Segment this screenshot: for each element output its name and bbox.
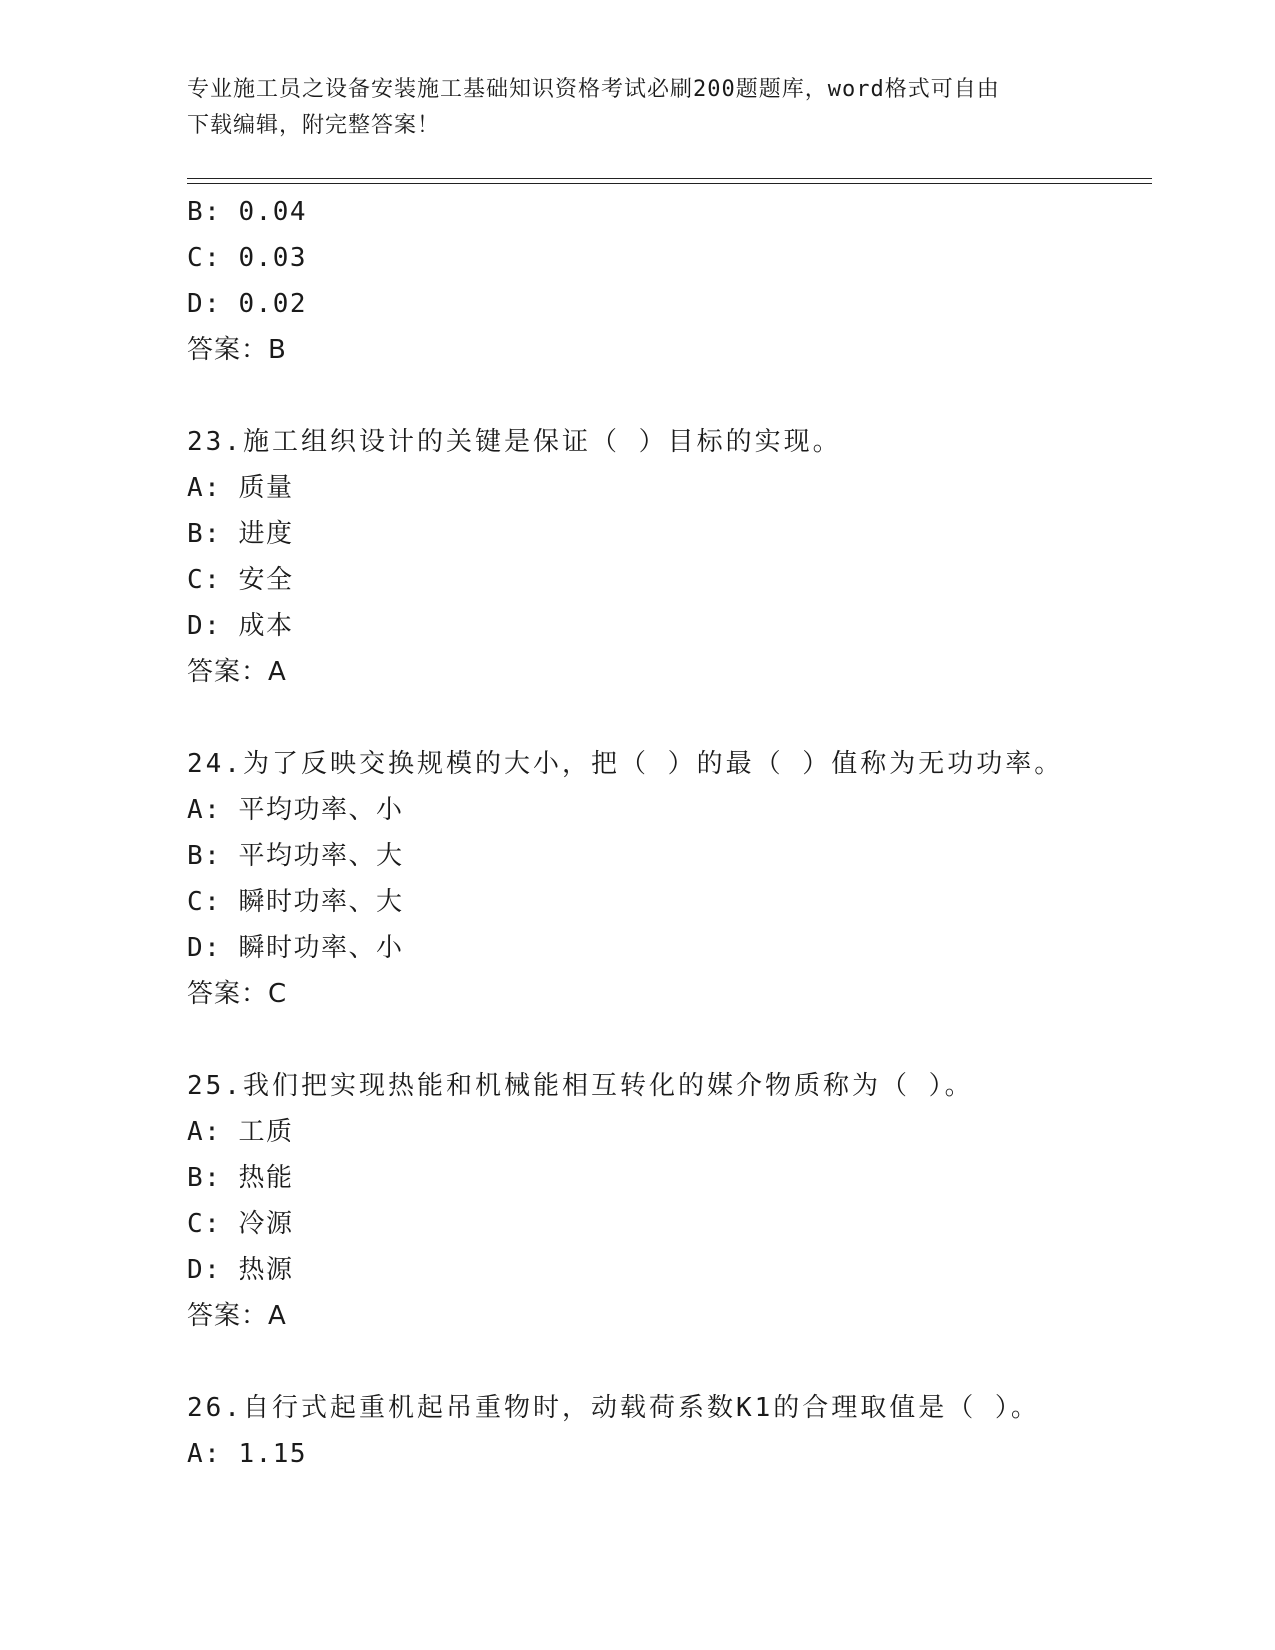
question-stem: 26.自行式起重机起吊重物时，动载荷系数K1的合理取值是（ ）。 bbox=[187, 1393, 1040, 1423]
option-c: C: 冷源 bbox=[187, 1209, 294, 1239]
option-d: D: 瞬时功率、小 bbox=[187, 933, 404, 963]
option-a: A: 工质 bbox=[187, 1117, 294, 1147]
question-list bbox=[187, 189, 1152, 1477]
question-25 bbox=[187, 1063, 1152, 1339]
question-stem: 23.施工组织设计的关键是保证（ ）目标的实现。 bbox=[187, 427, 842, 457]
option-a: A: 1.15 bbox=[187, 1439, 308, 1469]
answer: 答案：B bbox=[187, 335, 287, 365]
header-line-1: 专业施工员之设备安装施工基础知识资格考试必刷200题题库，word格式可自由 bbox=[187, 77, 1000, 102]
option-b: B: 热能 bbox=[187, 1163, 294, 1193]
question-23 bbox=[187, 419, 1152, 695]
question-26 bbox=[187, 1385, 1152, 1477]
option-b: B: 进度 bbox=[187, 519, 294, 549]
option-c: C: 0.03 bbox=[187, 243, 308, 273]
option-c: C: 安全 bbox=[187, 565, 294, 595]
option-a: A: 平均功率、小 bbox=[187, 795, 404, 825]
spacer bbox=[187, 1339, 1152, 1385]
question-stem: 25.我们把实现热能和机械能相互转化的媒介物质称为（ ）。 bbox=[187, 1071, 974, 1101]
question-stem: 24.为了反映交换规模的大小，把（ ）的最（ ）值称为无功功率。 bbox=[187, 749, 1064, 779]
spacer bbox=[187, 373, 1152, 419]
header-divider-bottom bbox=[187, 183, 1152, 184]
document-header bbox=[187, 72, 1067, 144]
question-24 bbox=[187, 741, 1152, 1017]
option-d: D: 热源 bbox=[187, 1255, 294, 1285]
answer: 答案：A bbox=[187, 657, 287, 687]
option-a: A: 质量 bbox=[187, 473, 294, 503]
spacer bbox=[187, 695, 1152, 741]
answer: 答案：C bbox=[187, 979, 288, 1009]
option-d: D: 0.02 bbox=[187, 289, 308, 319]
header-divider-top bbox=[187, 178, 1152, 179]
spacer bbox=[187, 1017, 1152, 1063]
answer: 答案：A bbox=[187, 1301, 287, 1331]
header-line-2: 下载编辑，附完整答案！ bbox=[187, 113, 441, 138]
question-22 bbox=[187, 189, 1152, 373]
option-c: C: 瞬时功率、大 bbox=[187, 887, 404, 917]
option-b: B: 平均功率、大 bbox=[187, 841, 404, 871]
option-d: D: 成本 bbox=[187, 611, 294, 641]
option-b: B: 0.04 bbox=[187, 197, 308, 227]
